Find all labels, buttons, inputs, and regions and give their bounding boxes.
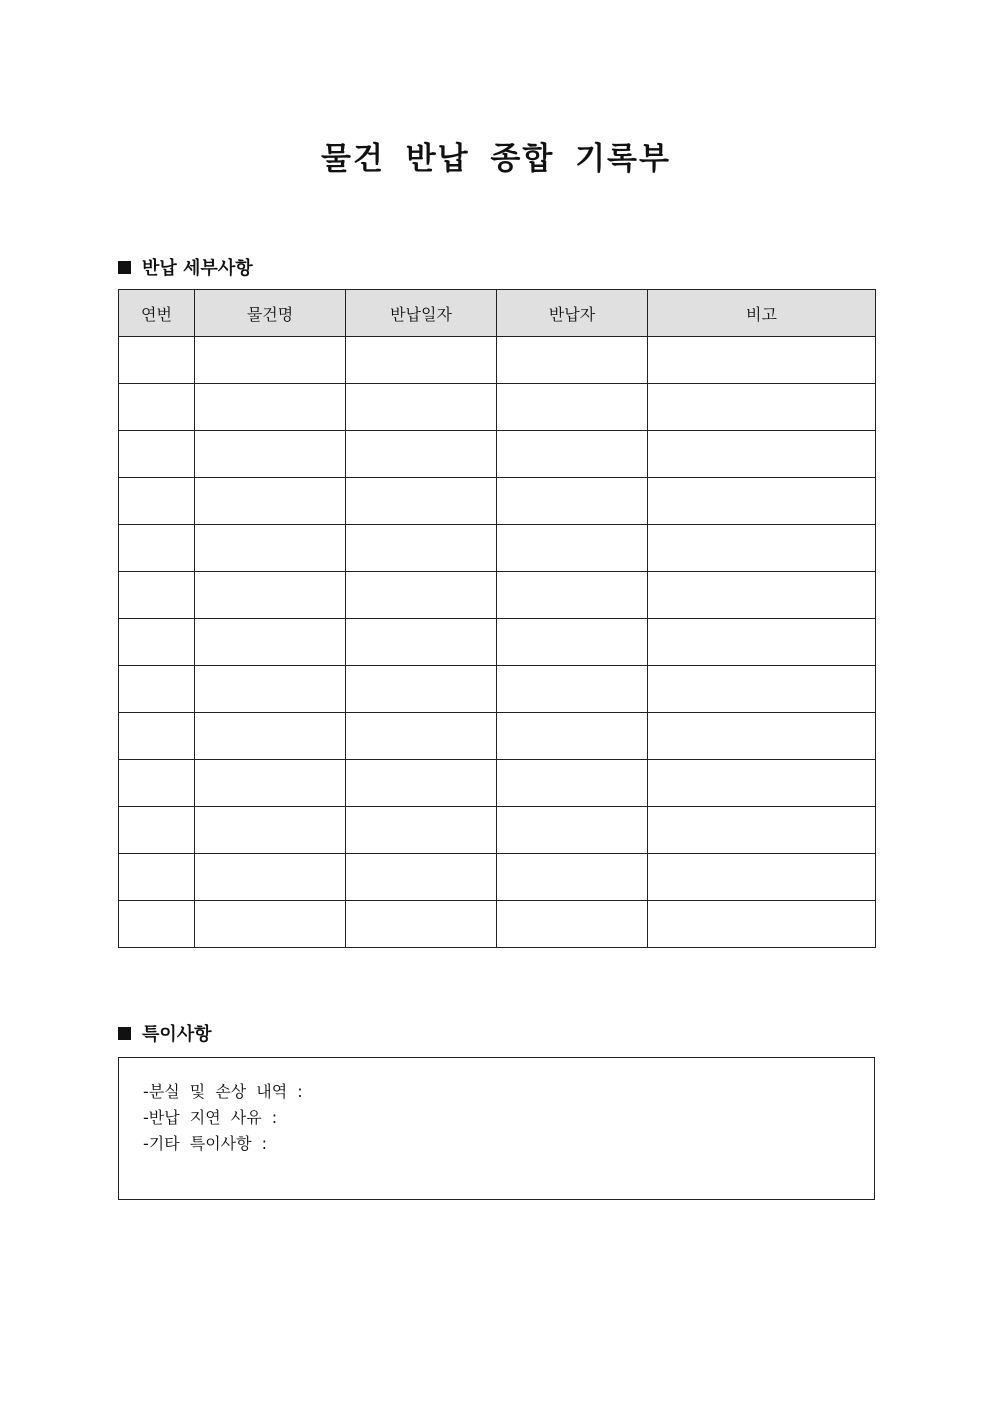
cell-item-name[interactable] — [195, 666, 346, 713]
cell-return-date[interactable] — [346, 572, 497, 619]
section-heading-details — [118, 254, 253, 280]
cell-no[interactable] — [119, 807, 195, 854]
cell-item-name[interactable] — [195, 807, 346, 854]
table-row — [119, 525, 876, 572]
cell-returner[interactable] — [497, 384, 648, 431]
table-row — [119, 337, 876, 384]
cell-item-name[interactable] — [195, 619, 346, 666]
cell-return-date[interactable] — [346, 431, 497, 478]
cell-returner[interactable] — [497, 713, 648, 760]
cell-item-name[interactable] — [195, 525, 346, 572]
cell-no[interactable] — [119, 478, 195, 525]
cell-return-date[interactable] — [346, 337, 497, 384]
cell-remarks[interactable] — [648, 478, 876, 525]
column-header-no: 연번 — [119, 290, 195, 337]
square-bullet-icon — [118, 1027, 131, 1040]
cell-returner[interactable] — [497, 431, 648, 478]
cell-returner[interactable] — [497, 619, 648, 666]
cell-no[interactable] — [119, 854, 195, 901]
cell-return-date[interactable] — [346, 619, 497, 666]
cell-item-name[interactable] — [195, 760, 346, 807]
cell-remarks[interactable] — [648, 666, 876, 713]
cell-returner[interactable] — [497, 525, 648, 572]
cell-item-name[interactable] — [195, 572, 346, 619]
section-heading-notes — [118, 1020, 212, 1046]
section-heading-label: 특이사항 — [142, 1024, 212, 1045]
cell-item-name[interactable] — [195, 337, 346, 384]
cell-returner[interactable] — [497, 337, 648, 384]
cell-returner[interactable] — [497, 478, 648, 525]
cell-remarks[interactable] — [648, 384, 876, 431]
cell-returner[interactable] — [497, 807, 648, 854]
note-line-loss-damage: -분실 및 손상 내역 : — [143, 1082, 303, 1101]
table-row — [119, 619, 876, 666]
cell-remarks[interactable] — [648, 572, 876, 619]
cell-no[interactable] — [119, 572, 195, 619]
cell-item-name[interactable] — [195, 384, 346, 431]
cell-item-name[interactable] — [195, 431, 346, 478]
column-header-remarks: 비고 — [648, 290, 876, 337]
note-line-delay-reason: -반납 지연 사유 : — [143, 1108, 278, 1127]
cell-remarks[interactable] — [648, 431, 876, 478]
cell-return-date[interactable] — [346, 384, 497, 431]
cell-return-date[interactable] — [346, 478, 497, 525]
cell-remarks[interactable] — [648, 337, 876, 384]
table-row — [119, 431, 876, 478]
cell-return-date[interactable] — [346, 760, 497, 807]
section-heading-label: 반납 세부사항 — [142, 258, 253, 279]
cell-return-date[interactable] — [346, 854, 497, 901]
table-row — [119, 384, 876, 431]
cell-no[interactable] — [119, 431, 195, 478]
table-row — [119, 901, 876, 948]
cell-return-date[interactable] — [346, 666, 497, 713]
table-row — [119, 713, 876, 760]
cell-remarks[interactable] — [648, 619, 876, 666]
cell-item-name[interactable] — [195, 901, 346, 948]
cell-no[interactable] — [119, 384, 195, 431]
cell-no[interactable] — [119, 901, 195, 948]
cell-remarks[interactable] — [648, 901, 876, 948]
table-row — [119, 807, 876, 854]
cell-no[interactable] — [119, 337, 195, 384]
cell-return-date[interactable] — [346, 525, 497, 572]
cell-no[interactable] — [119, 760, 195, 807]
table-row — [119, 854, 876, 901]
cell-returner[interactable] — [497, 854, 648, 901]
cell-returner[interactable] — [497, 760, 648, 807]
cell-return-date[interactable] — [346, 713, 497, 760]
cell-item-name[interactable] — [195, 854, 346, 901]
note-line-other: -기타 특이사항 : — [143, 1134, 268, 1153]
cell-returner[interactable] — [497, 901, 648, 948]
cell-item-name[interactable] — [195, 713, 346, 760]
column-header-item-name: 물건명 — [195, 290, 346, 337]
cell-no[interactable] — [119, 619, 195, 666]
cell-no[interactable] — [119, 713, 195, 760]
cell-return-date[interactable] — [346, 901, 497, 948]
document-title: 물건 반납 종합 기록부 — [321, 141, 671, 177]
column-header-returner: 반납자 — [497, 290, 648, 337]
cell-no[interactable] — [119, 666, 195, 713]
cell-return-date[interactable] — [346, 807, 497, 854]
cell-remarks[interactable] — [648, 525, 876, 572]
table-row — [119, 760, 876, 807]
table-row — [119, 572, 876, 619]
table-row — [119, 666, 876, 713]
cell-returner[interactable] — [497, 572, 648, 619]
column-header-return-date: 반납일자 — [346, 290, 497, 337]
square-bullet-icon — [118, 261, 131, 274]
cell-no[interactable] — [119, 525, 195, 572]
cell-remarks[interactable] — [648, 713, 876, 760]
return-records-table — [118, 289, 876, 948]
cell-item-name[interactable] — [195, 478, 346, 525]
cell-remarks[interactable] — [648, 807, 876, 854]
cell-remarks[interactable] — [648, 760, 876, 807]
table-header-row — [119, 290, 876, 337]
table-row — [119, 478, 876, 525]
notes-box[interactable] — [118, 1057, 875, 1200]
cell-remarks[interactable] — [648, 854, 876, 901]
cell-returner[interactable] — [497, 666, 648, 713]
